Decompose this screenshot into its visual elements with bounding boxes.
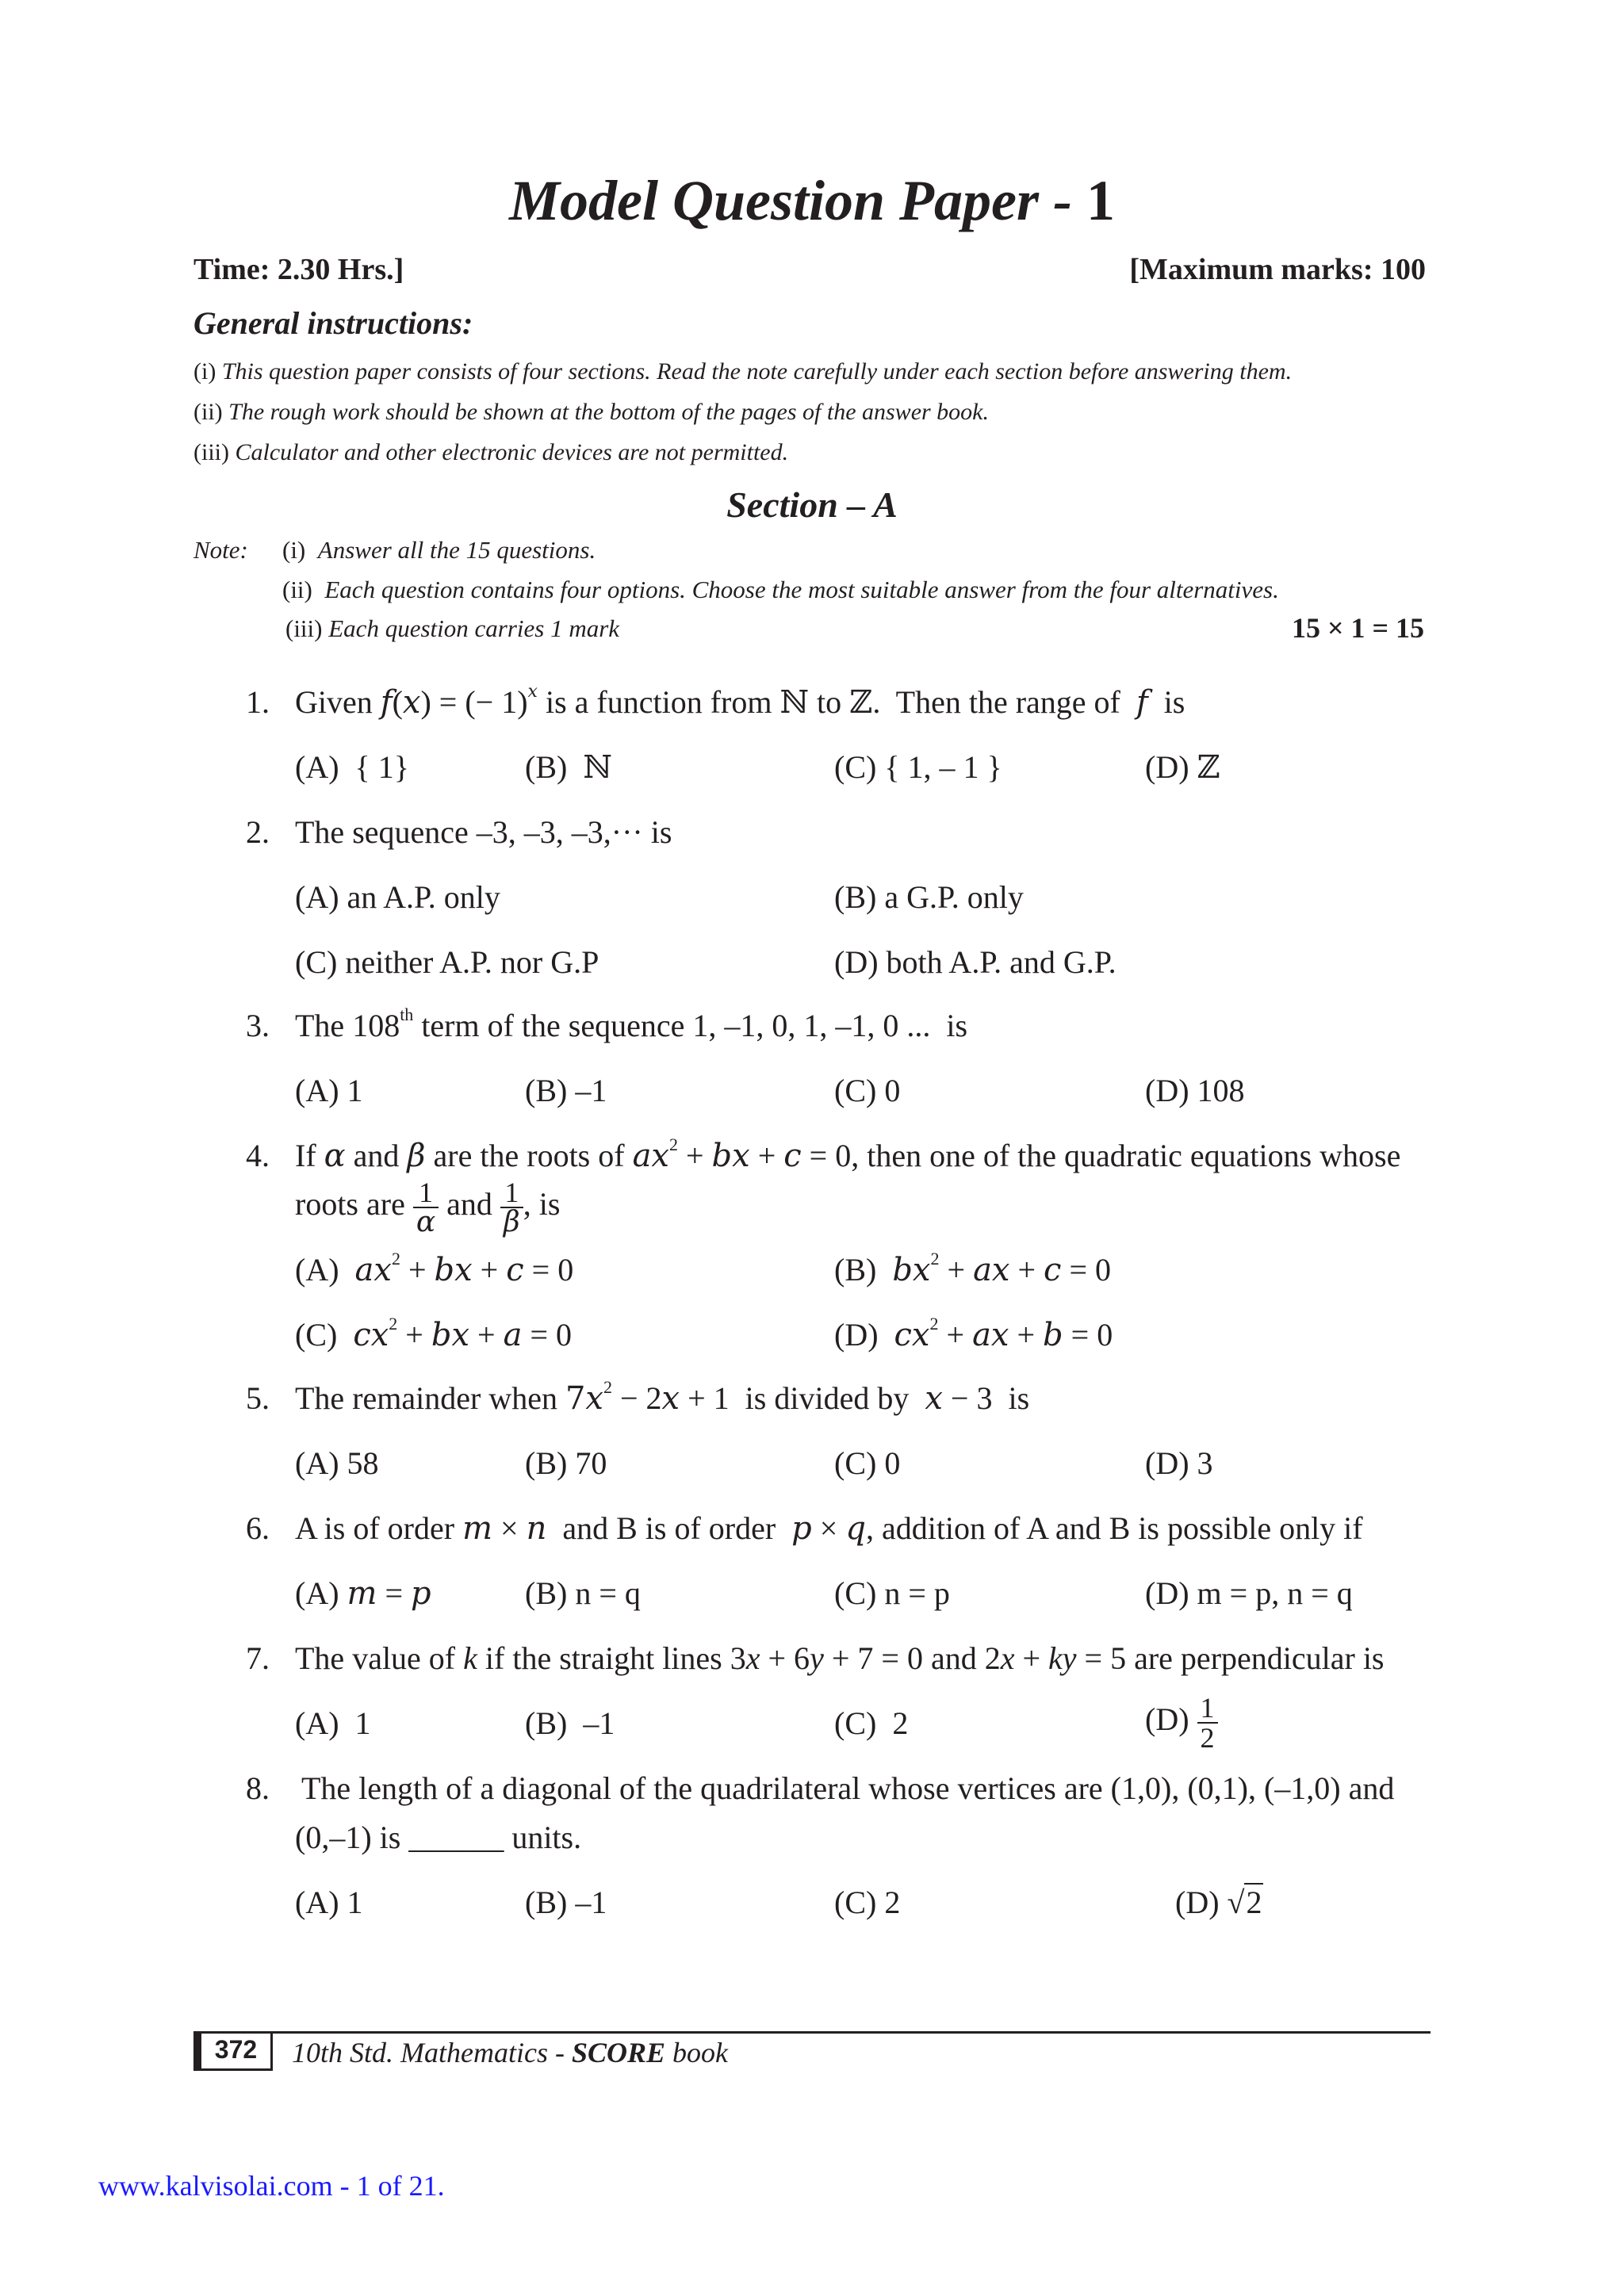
option-d[interactable]: (D) 108 xyxy=(1145,1073,1245,1108)
option-c[interactable]: (C) 0 xyxy=(834,1073,901,1108)
question-text: The 108th term of the sequence 1, –1, 0, 1, –1, 0 ... is xyxy=(295,1004,968,1043)
time-label: Time: 2.30 Hrs.] xyxy=(193,253,404,286)
question-text: The value of k if the straight lines 3x + 6y + 7 = 0 and 2x + ky = 5 are perpendicular is xyxy=(295,1640,1385,1676)
question-number: 2. xyxy=(246,814,270,850)
question-number: 1. xyxy=(246,684,270,720)
option-d[interactable]: (D) ℤ xyxy=(1145,749,1220,786)
note-item: (i) Answer all the 15 questions. xyxy=(282,536,596,564)
option-d[interactable]: (D) both A.P. and G.P. xyxy=(834,944,1116,980)
option-a[interactable]: (A) an A.P. only xyxy=(295,879,500,915)
option-a[interactable]: (A) m = p xyxy=(295,1575,431,1612)
option-b[interactable]: (B) –1 xyxy=(525,1073,607,1108)
option-d[interactable]: (D) $\frac{1}{2}$ xyxy=(1145,1693,1218,1752)
option-b[interactable]: (B) n = q xyxy=(525,1575,641,1611)
watermark-link[interactable]: www.kalvisolai.com - 1 of 21. xyxy=(98,2170,445,2202)
option-a[interactable]: (A) $ax^2$ + bx + c = 0 xyxy=(295,1249,574,1288)
option-c[interactable]: (C) 2 xyxy=(834,1885,901,1920)
general-instructions-heading: General instructions: xyxy=(193,305,473,341)
question-text: A is of order m × n and B is of order p × q, addition of A and B is possible only if xyxy=(295,1510,1363,1547)
option-a[interactable]: (A) 1 xyxy=(295,1885,363,1920)
question-text: Given f(x) = (− 1)$^x$ is a function from ℕ to ℤ. Then the range of f is xyxy=(295,682,1185,721)
option-d[interactable]: (D) 3 xyxy=(1145,1445,1213,1481)
option-d[interactable]: (D) m = p, n = q xyxy=(1145,1575,1353,1611)
option-d[interactable]: (D) $cx^2$ + ax + b = 0 xyxy=(834,1314,1113,1353)
page-number: 372 xyxy=(193,2031,273,2071)
option-b[interactable]: (B) ℕ xyxy=(525,749,612,786)
footer-rule xyxy=(193,2031,1431,2034)
note-label: Note: xyxy=(193,536,248,564)
option-b[interactable]: (B) 70 xyxy=(525,1445,607,1481)
question-number: 5. xyxy=(246,1380,270,1416)
option-c[interactable]: (C) n = p xyxy=(834,1575,950,1611)
option-a[interactable]: (A) 58 xyxy=(295,1445,379,1481)
page-title: Model Question Paper - 1 xyxy=(509,169,1115,232)
option-b[interactable]: (B) –1 xyxy=(525,1885,607,1920)
option-a[interactable]: (A) 1 xyxy=(295,1705,371,1741)
option-c[interactable]: (C) 2 xyxy=(834,1705,909,1741)
instruction-item: (iii) Calculator and other electronic devices are not permitted. xyxy=(193,439,789,465)
option-c[interactable]: (C) neither A.P. nor G.P xyxy=(295,944,599,980)
option-d[interactable]: (D) √2 xyxy=(1175,1885,1262,1920)
footer-book-title: 10th Std. Mathematics - SCORE book xyxy=(292,2037,728,2068)
question-text: If α and β are the roots of $ax^2$ + bx + c = 0, then one of the quadratic equations whose xyxy=(295,1135,1401,1174)
note-item: (iii) Each question carries 1 mark xyxy=(285,614,620,642)
note-item: (ii) Each question contains four options. Choose the most suitable answer from the four alternatives. xyxy=(282,576,1279,603)
option-a[interactable]: (A) { 1} xyxy=(295,749,409,785)
instruction-item: (i) This question paper consists of four sections. Read the note carefully under each section before answering them. xyxy=(193,358,1293,385)
question-text-cont: roots are $\frac{1}{\alpha}$ and $\frac{1}{\beta}$ , is xyxy=(295,1177,561,1238)
question-text: The length of a diagonal of the quadrilateral whose vertices are (1,0), (0,1), (–1,0) and xyxy=(301,1770,1395,1806)
question-number: 8. xyxy=(246,1770,270,1806)
question-text: The remainder when $7x^2 - 2x + 1$ is divided by x − 3 is xyxy=(295,1377,1030,1417)
option-c[interactable]: (C) 0 xyxy=(834,1445,901,1481)
question-number: 6. xyxy=(246,1510,270,1546)
question-number: 3. xyxy=(246,1008,270,1043)
option-a[interactable]: (A) 1 xyxy=(295,1073,363,1108)
option-c[interactable]: (C) { 1, – 1 } xyxy=(834,749,1002,785)
question-text-cont: (0,–1) is ______ units. xyxy=(295,1820,582,1855)
question-number: 4. xyxy=(246,1138,270,1173)
option-b[interactable]: (B) $bx^2$ + ax + c = 0 xyxy=(834,1249,1111,1288)
option-c[interactable]: (C) $cx^2$ + bx + a = 0 xyxy=(295,1314,573,1353)
section-marks: 15 × 1 = 15 xyxy=(1291,612,1424,644)
max-marks-label: [Maximum marks: 100 xyxy=(1129,253,1426,286)
option-b[interactable]: (B) a G.P. only xyxy=(834,879,1024,915)
question-text: The sequence –3, –3, –3,··· is xyxy=(295,814,672,850)
section-title: Section – A xyxy=(726,484,898,525)
option-b[interactable]: (B) –1 xyxy=(525,1705,615,1741)
question-number: 7. xyxy=(246,1640,270,1676)
instruction-item: (ii) The rough work should be shown at the bottom of the pages of the answer book. xyxy=(193,399,989,425)
